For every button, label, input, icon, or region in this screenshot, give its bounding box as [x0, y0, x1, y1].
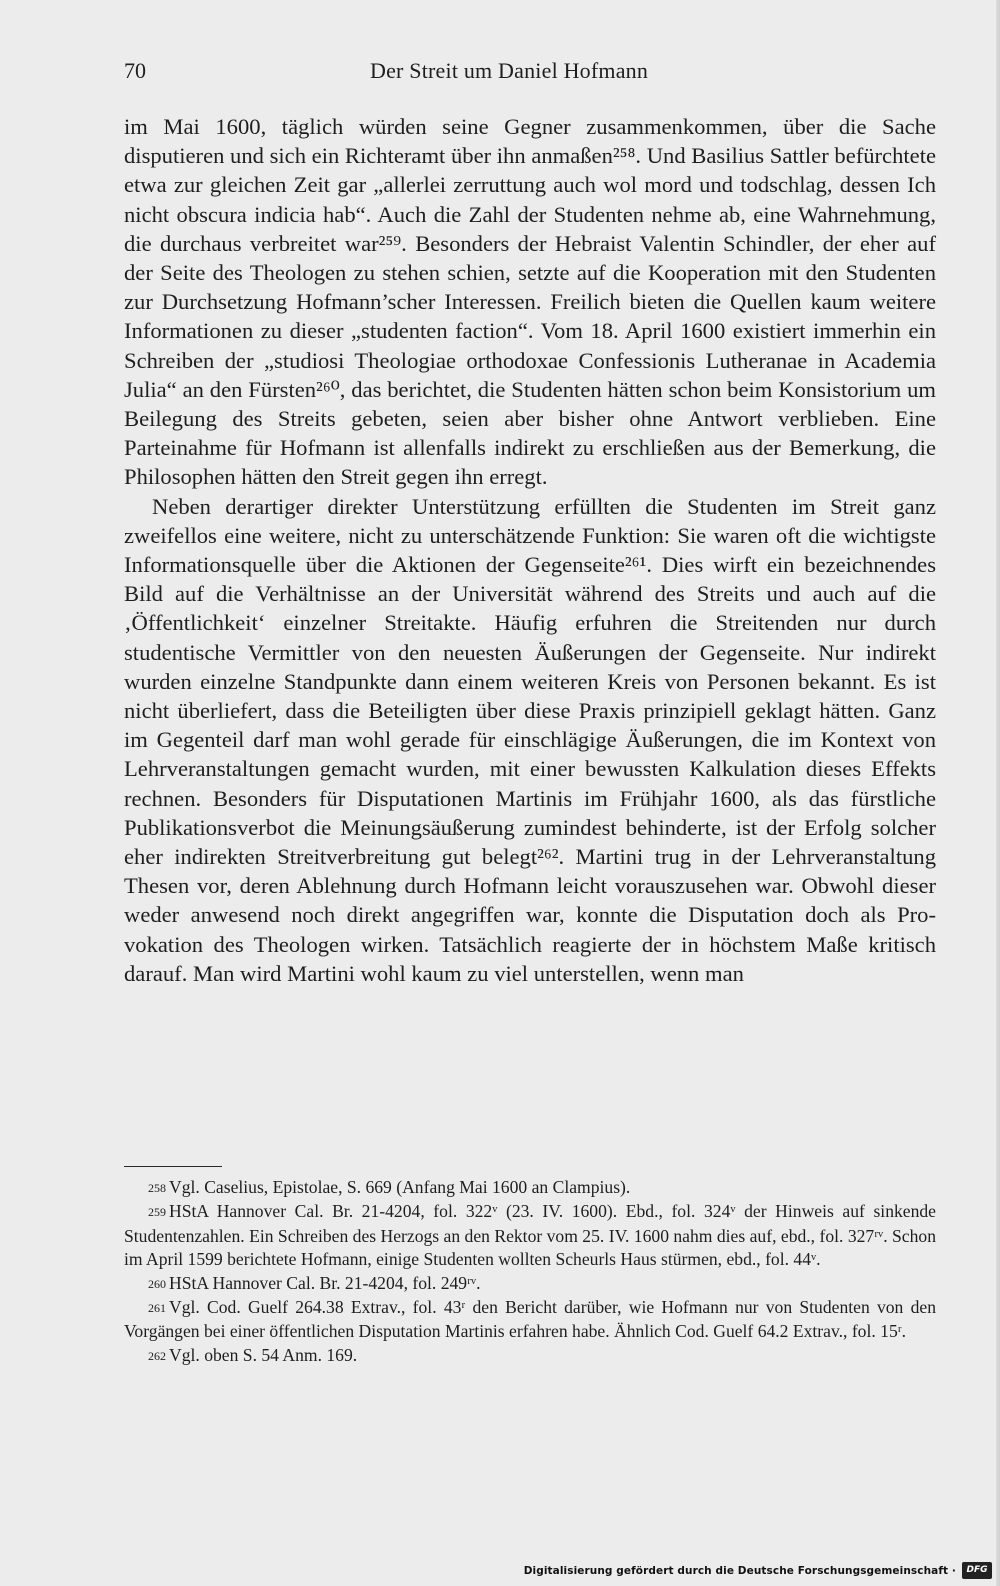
footnote-separator [124, 1166, 222, 1167]
dfg-logo-icon: DFG [962, 1562, 992, 1579]
main-text [124, 112, 936, 988]
footnote-number: 262 [148, 1348, 166, 1363]
footnote [124, 1296, 936, 1344]
footnote [124, 1344, 936, 1368]
footnotes [124, 1176, 936, 1368]
footnote-text: Vgl. Caselius, Epistolae, S. 669 (Anfang Mai 1600 an Clampius). [169, 1177, 631, 1197]
dfg-credit: Digitalisierung gefördert durch die Deutsche Forschungsgemeinschaft · [523, 1565, 956, 1577]
digitization-footer [0, 1556, 1000, 1586]
footnote-number: 259 [148, 1205, 166, 1220]
body-paragraph-1: im Mai 1600, täglich würden seine Gegner zusammenkommen, über die Sache disputieren und sich ein Richteramt über ihn anmaßen²⁵⁸. Und Basilius Sattler befürchtete etwa zur gleichen Zeit gar „allerlei zerruttung auch wol mord und todschlag, dessen Ich nicht obscura indicia hab“. Auch die Zahl der Studenten nehme ab, eine Wahrnehmung, die durchaus verbreitet war²⁵⁹. Besonders der Hebraist Valentin Schindler, der eher auf der Seite des Theologen zu stehen schien, setzte auf die Kooperation mit den Studenten zur Durchsetzung Hofmann’scher Interessen. Freilich bieten die Quellen kaum weitere Informationen zu dieser „studenten faction“. Vom 18. April 1600 existiert immerhin ein Schreiben der „studiosi Theologiae orthodoxae Confessionis Lutheranae in Academia Julia“ an den Fürsten²⁶⁰, das berichtet, die Studenten hätten schon beim Konsistorium um Beilegung des Streits gebeten, seien aber bisher ohne Antwort verblieben. Eine Parteinahme für Hofmann ist allenfalls indirekt zu erschließen aus der Bemerkung, die Philosophen hätten den Streit gegen ihn erregt. [124, 114, 936, 490]
footnote-number: 260 [148, 1276, 166, 1291]
footnote-number: 261 [148, 1301, 166, 1316]
running-title: Der Streit um Daniel Hofmann [370, 58, 649, 83]
footnote-text: Vgl. Cod. Guelf 264.38 Extrav., fol. 43ʳ den Bericht darüber, wie Hofmann nur von Studenten von den Vorgängen bei einer öffentlichen Disputation Martinis erfahren habe. Ähnlich Cod. Guelf 64.2 Extrav., fol. 15ʳ. [124, 1297, 936, 1342]
footnote [124, 1272, 936, 1296]
body-paragraph-2: Neben derartiger direkter Unterstützung erfüllten die Studenten im Streit ganz zweifellos eine weitere, nicht zu unterschätzende Funktion: Sie waren oft die wichtigste Informationsquelle über die Aktionen der Gegenseite²⁶¹. Dies wirft ein bezeichnendes Bild auf die Verhältnisse an der Universität während des Streits und auch auf die ‚Öffentlichkeit‘ einzelner Streitakte. Häufig erfuhren die Streitenden nur durch studentische Vermittler von den neuesten Äußerungen der Gegenseite. Nur indirekt wurden einzelne Standpunkte dann einem weiteren Kreis von Personen bekannt. Es ist nicht überliefert, dass die Beteiligten über diese Praxis prinzipiell geklagt hätten. Ganz im Gegenteil darf man wohl gerade für einschlägige Äußerungen, die im Kontext von Lehrveranstaltungen gemacht wurden, mit einer bewussten Kalkulation dieses Effekts rechnen. Besonders für Disputationen Martinis im Frühjahr 1600, als das fürstliche Publikationsverbot die Meinungsäußerung zumindest behinderte, ist der Erfolg solcher eher indirekten Streitverbreitung gut belegt²⁶². Martini trug in der Lehrveranstaltung Thesen vor, deren Ablehnung durch Hofmann leicht vorauszusehen war. Obwohl dieser weder anwesend noch direkt angegriffen war, konnte die Disputation doch als Provokation des Theologen wirken. Tatsächlich reagierte der in höchstem Maße kritisch darauf. Man wird Martini wohl kaum zu viel unterstellen, wenn man [124, 493, 936, 986]
footnote-text: HStA Hannover Cal. Br. 21-4204, fol. 322ᵛ (23. IV. 1600). Ebd., fol. 324ᵛ der Hinweis auf sinkende Studentenzahlen. Ein Schreiben des Herzogs an den Rektor vom 25. IV. 1600 nahm dies auf, ebd., fol. 327ʳᵛ. Schon im April 1599 berichtete Hofmann, einige Studenten wollten Scheurls Haus stürmen, ebd., fol. 44ᵛ. [124, 1201, 936, 1270]
footnote [124, 1176, 936, 1200]
footnote [124, 1200, 936, 1271]
footnote-text: HStA Hannover Cal. Br. 21-4204, fol. 249ʳᵛ. [169, 1272, 481, 1293]
footnote-text: Vgl. oben S. 54 Anm. 169. [169, 1344, 358, 1365]
page-number: 70 [124, 58, 146, 83]
footnote-number: 258 [148, 1181, 166, 1195]
running-head [124, 58, 936, 88]
